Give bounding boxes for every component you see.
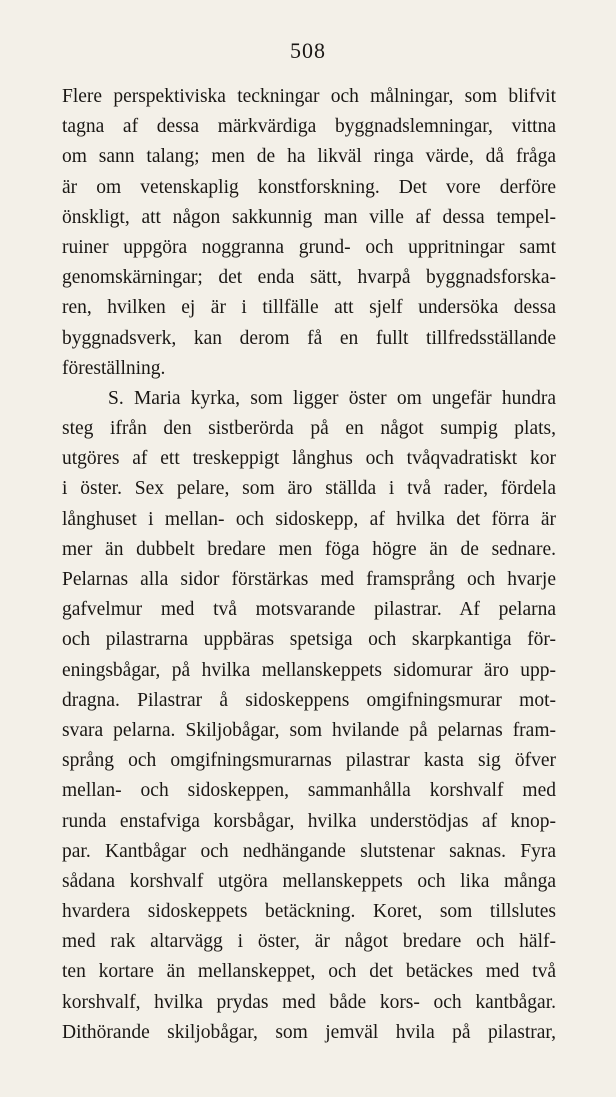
text-line: byggnadsverk, kan derom få en fullt tillfredsställande — [62, 327, 556, 349]
text-line: mellan- och sidoskeppen, sammanhålla korshvalf med — [62, 780, 556, 802]
text-line: gafvelmur med två motsvarande pilastrar. Af pelarna — [62, 599, 556, 621]
text-line: i öster. Sex pelare, som äro ställda i två rader, fördela — [62, 478, 556, 500]
text-line: par. Kantbågar och nedhängande slutstenar saknas. Fyra — [62, 840, 556, 862]
text-line: föreställning. — [62, 357, 166, 379]
body-text — [62, 82, 556, 1048]
text-line: korshvalf, hvilka prydas med både kors- och kantbågar. — [62, 991, 556, 1013]
text-line: språng och omgifningsmurarnas pilastrar kasta sig öfver — [62, 750, 556, 772]
text-line: S. Maria kyrka, som ligger öster om ungefär hundra — [108, 387, 556, 409]
text-line: hvardera sidoskeppets betäckning. Koret, som tillslutes — [62, 901, 556, 923]
page-number: 508 — [290, 38, 326, 63]
text-line: tagna af dessa märkvärdiga byggnadslemningar, vittna — [62, 116, 556, 138]
text-line: eningsbågar, på hvilka mellanskeppets sidomurar äro upp- — [62, 659, 556, 681]
text-line: önskligt, att någon sakkunnig man ville af dessa tempel- — [62, 206, 556, 228]
text-line: ruiner uppgöra noggranna grund- och uppritningar samt — [62, 236, 556, 258]
text-line: steg ifrån den sistberörda på en något sumpig plats, — [62, 418, 556, 440]
text-line: är om vetenskaplig konstforskning. Det vore derföre — [62, 176, 556, 198]
text-line: genomskärningar; det enda sätt, hvarpå byggnadsforska- — [62, 267, 556, 289]
text-line: ten kortare än mellanskeppet, och det betäckes med två — [62, 961, 556, 983]
text-line: om sann talang; men de ha likväl ringa värde, då fråga — [62, 146, 556, 168]
text-line: sådana korshvalf utgöra mellanskeppets och lika många — [62, 870, 556, 892]
text-line: ren, hvilken ej är i tillfälle att sjelf undersöka dessa — [62, 297, 556, 319]
text-line: Pelarnas alla sidor förstärkas med framsprång och hvarje — [62, 569, 556, 590]
text-line: långhuset i mellan- och sidoskepp, af hvilka det förra är — [62, 508, 556, 530]
text-line: och pilastrarna uppbäras spetsiga och skarpkantiga för- — [62, 629, 556, 651]
text-line: mer än dubbelt bredare men föga högre än de sednare. — [62, 538, 556, 560]
text-line: dragna. Pilastrar å sidoskeppens omgifningsmurar mot- — [62, 689, 556, 711]
text-line: med rak altarvägg i öster, är något bredare och hälf- — [62, 931, 556, 953]
text-line: svara pelarna. Skiljobågar, som hvilande på pelarnas fram- — [62, 719, 556, 741]
text-line: Dithörande skiljobågar, som jemväl hvila på pilastrar, — [62, 1021, 556, 1043]
text-line: runda enstafviga korsbågar, hvilka understödjas af knop- — [62, 810, 556, 832]
text-line: utgöres af ett treskeppigt långhus och tvåqvadratiskt kor — [62, 448, 556, 470]
text-line: Flere perspektiviska teckningar och målningar, som blifvit — [62, 86, 556, 107]
